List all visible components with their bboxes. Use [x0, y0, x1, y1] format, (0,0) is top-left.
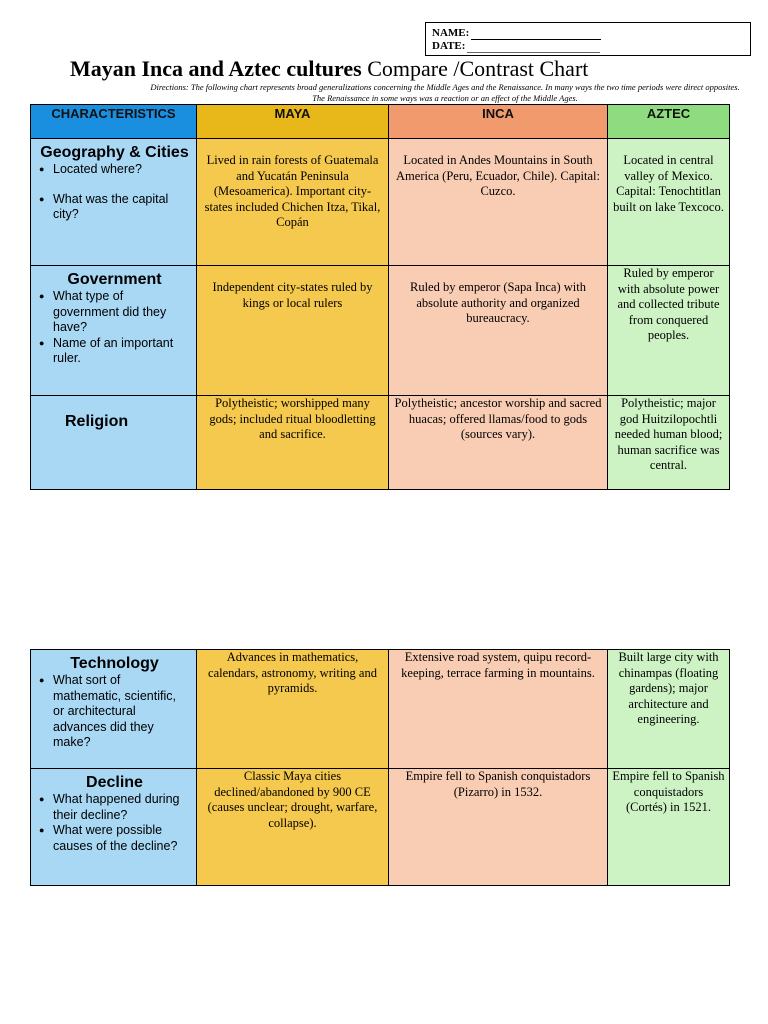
row-heading: Decline: [86, 774, 143, 791]
row-heading-cell: [31, 396, 197, 490]
aztec-cell[interactable]: [608, 266, 730, 396]
inca-cell[interactable]: [389, 769, 608, 886]
date-row: [432, 40, 744, 53]
inca-text: Empire fell to Spanish conquistadors (Pizarro) in 1532.: [405, 769, 591, 799]
maya-text: Lived in rain forests of Guatemala and Yucatán Peninsula (Mesoamerica). Important city-states included Chichen Itza, Tikal, Copán: [204, 153, 381, 229]
row-heading-cell: [31, 769, 197, 886]
question-item: ● What was the capital city?: [39, 192, 190, 223]
title-bold: Mayan Inca and Aztec cultures: [70, 56, 362, 81]
aztec-cell[interactable]: [608, 396, 730, 490]
date-label: DATE:: [432, 40, 466, 52]
aztec-cell[interactable]: [608, 650, 730, 769]
question-item: ● What were possible causes of the decline?: [39, 823, 190, 854]
column-header-characteristics: CHARACTERISTICS: [31, 105, 197, 139]
row-heading-cell: [31, 650, 197, 769]
aztec-cell[interactable]: [608, 769, 730, 886]
inca-text: Located in Andes Mountains in South America (Peru, Ecuador, Chile). Capital: Cuzco.: [396, 153, 600, 198]
question-item: ● What happened during their decline?: [39, 792, 190, 823]
question-item: ● Located where?: [39, 162, 190, 178]
inca-text: Extensive road system, quipu record-keeping, terrace farming in mountains.: [401, 650, 595, 680]
inca-text: Ruled by emperor (Sapa Inca) with absolute authority and organized bureaucracy.: [410, 280, 586, 325]
question-item: ● Name of an important ruler.: [39, 336, 190, 367]
maya-text: Classic Maya cities declined/abandoned by 900 CE (causes unclear; drought, warfare, collapse).: [207, 769, 378, 830]
aztec-text: Built large city with chinampas (floating gardens); major architecture and engineering.: [618, 650, 719, 726]
question-list: [39, 289, 190, 367]
directions-text: Directions: The following chart represents broad generalizations concerning the Middle Ages and the Renaissance. In many ways the two time periods were direct opposites. The Renaissance in some ways was a reaction or an effect of the Middle Ages.: [150, 82, 740, 103]
question-list: [39, 792, 190, 854]
row-heading: Religion: [65, 413, 129, 430]
table-row: [31, 139, 730, 266]
row-heading-cell: [31, 266, 197, 396]
inca-cell[interactable]: [389, 650, 608, 769]
name-date-box: [425, 22, 751, 56]
question-list: [39, 673, 190, 751]
maya-cell[interactable]: [197, 769, 389, 886]
maya-cell[interactable]: [197, 650, 389, 769]
inca-cell[interactable]: [389, 396, 608, 490]
aztec-text: Empire fell to Spanish conquistadors (Cortés) in 1521.: [612, 769, 725, 814]
maya-text: Advances in mathematics, calendars, astronomy, writing and pyramids.: [208, 650, 377, 695]
inca-cell[interactable]: [389, 266, 608, 396]
name-blank[interactable]: [471, 30, 601, 40]
row-heading-cell: [31, 139, 197, 266]
maya-cell[interactable]: [197, 139, 389, 266]
maya-cell[interactable]: [197, 396, 389, 490]
maya-text: Independent city-states ruled by kings or local rulers: [212, 280, 373, 310]
row-heading: Geography & Cities: [40, 144, 189, 161]
question-item: ● What sort of mathematic, scientific, or architectural advances did they make?: [39, 673, 190, 751]
column-header-maya: MAYA: [197, 105, 389, 139]
inca-cell[interactable]: [389, 139, 608, 266]
question-list: [39, 162, 190, 223]
aztec-text: Polytheistic; major god Huitzilopochtli needed human blood; human sacrifice was central.: [614, 396, 723, 472]
page-title: [70, 57, 588, 81]
maya-text: Polytheistic; worshipped many gods; included ritual bloodletting and sacrifice.: [209, 396, 376, 441]
aztec-text: Located in central valley of Mexico. Capital: Tenochtitlan built on lake Texcoco.: [613, 153, 724, 214]
header-row: [31, 105, 730, 139]
chart-table-top: [30, 104, 730, 490]
name-label: NAME:: [432, 27, 470, 39]
aztec-cell[interactable]: [608, 139, 730, 266]
table-row: [31, 769, 730, 886]
chart-table-bottom: [30, 649, 730, 886]
date-blank[interactable]: [467, 43, 600, 53]
name-row: [432, 27, 744, 40]
table-row: [31, 650, 730, 769]
table-row: [31, 266, 730, 396]
column-header-aztec: AZTEC: [608, 105, 730, 139]
column-header-inca: INCA: [389, 105, 608, 139]
question-item: ● What type of government did they have?: [39, 289, 190, 336]
table-row: [31, 396, 730, 490]
row-heading: Technology: [70, 655, 159, 672]
title-rest: Compare /Contrast Chart: [361, 56, 589, 81]
aztec-text: Ruled by emperor with absolute power and collected tribute from conquered peoples.: [617, 266, 720, 342]
inca-text: Polytheistic; ancestor worship and sacred huacas; offered llamas/food to gods (sources vary).: [394, 396, 602, 441]
row-heading: Government: [67, 271, 162, 288]
maya-cell[interactable]: [197, 266, 389, 396]
